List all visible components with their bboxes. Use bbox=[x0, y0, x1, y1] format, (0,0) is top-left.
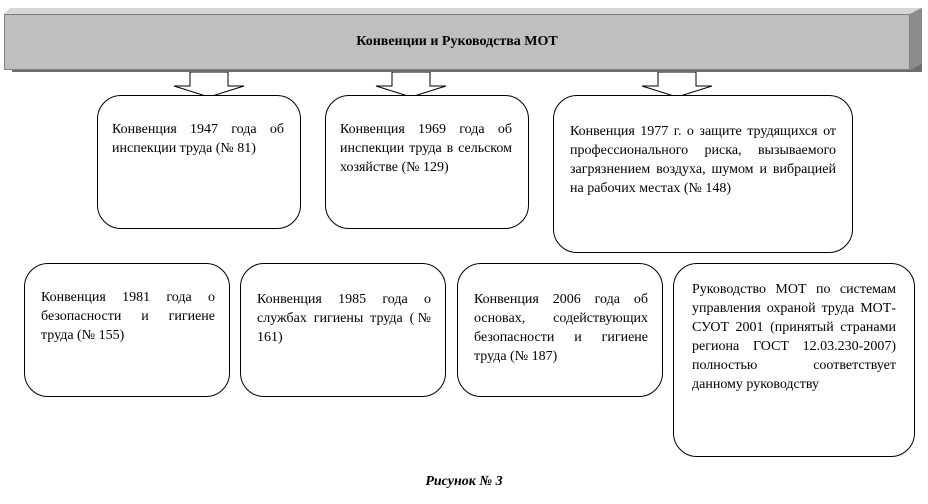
convention-box-1977 bbox=[553, 95, 853, 253]
convention-box-1985 bbox=[240, 263, 446, 397]
convention-text: Конвенция 1977 г. о защите трудящихся от профессионального риска, вызываемого загрязнением воздуха, шумом и вибрацией на рабочих местах (№ 148) bbox=[570, 124, 836, 196]
banner-side-bevel bbox=[910, 8, 922, 70]
guideline-box-mot-suot bbox=[673, 263, 915, 457]
convention-box-1947 bbox=[97, 95, 301, 229]
convention-text: Конвенция 1969 года об инспекции труда в сельском хозяйстве (№ 129) bbox=[340, 122, 512, 175]
convention-text: Конвенция 1981 года о безопасности и гигиене труда (№ 155) bbox=[41, 290, 215, 343]
convention-box-1969 bbox=[325, 95, 529, 229]
header-banner bbox=[4, 14, 910, 70]
guideline-text: Руководство МОТ по системам управления охраной труда МОТ-СУОТ 2001 (принятый странами региона ГОСТ 12.03.230-2007) полностью соответствует данному руководству bbox=[692, 282, 896, 392]
figure-caption: Рисунок № 3 bbox=[425, 474, 503, 489]
convention-text: Конвенция 1947 года об инспекции труда (№ 81) bbox=[112, 122, 284, 156]
banner-title: Конвенции и Руководства МОТ bbox=[356, 34, 558, 49]
convention-text: Конвенция 1985 года о службах гигиены труда (№ 161) bbox=[257, 292, 431, 345]
convention-box-2006 bbox=[457, 263, 663, 397]
convention-text: Конвенция 2006 года об основах, содействующих безопасности и гигиене труда (№ 187) bbox=[474, 292, 648, 364]
convention-box-1981 bbox=[24, 263, 230, 397]
